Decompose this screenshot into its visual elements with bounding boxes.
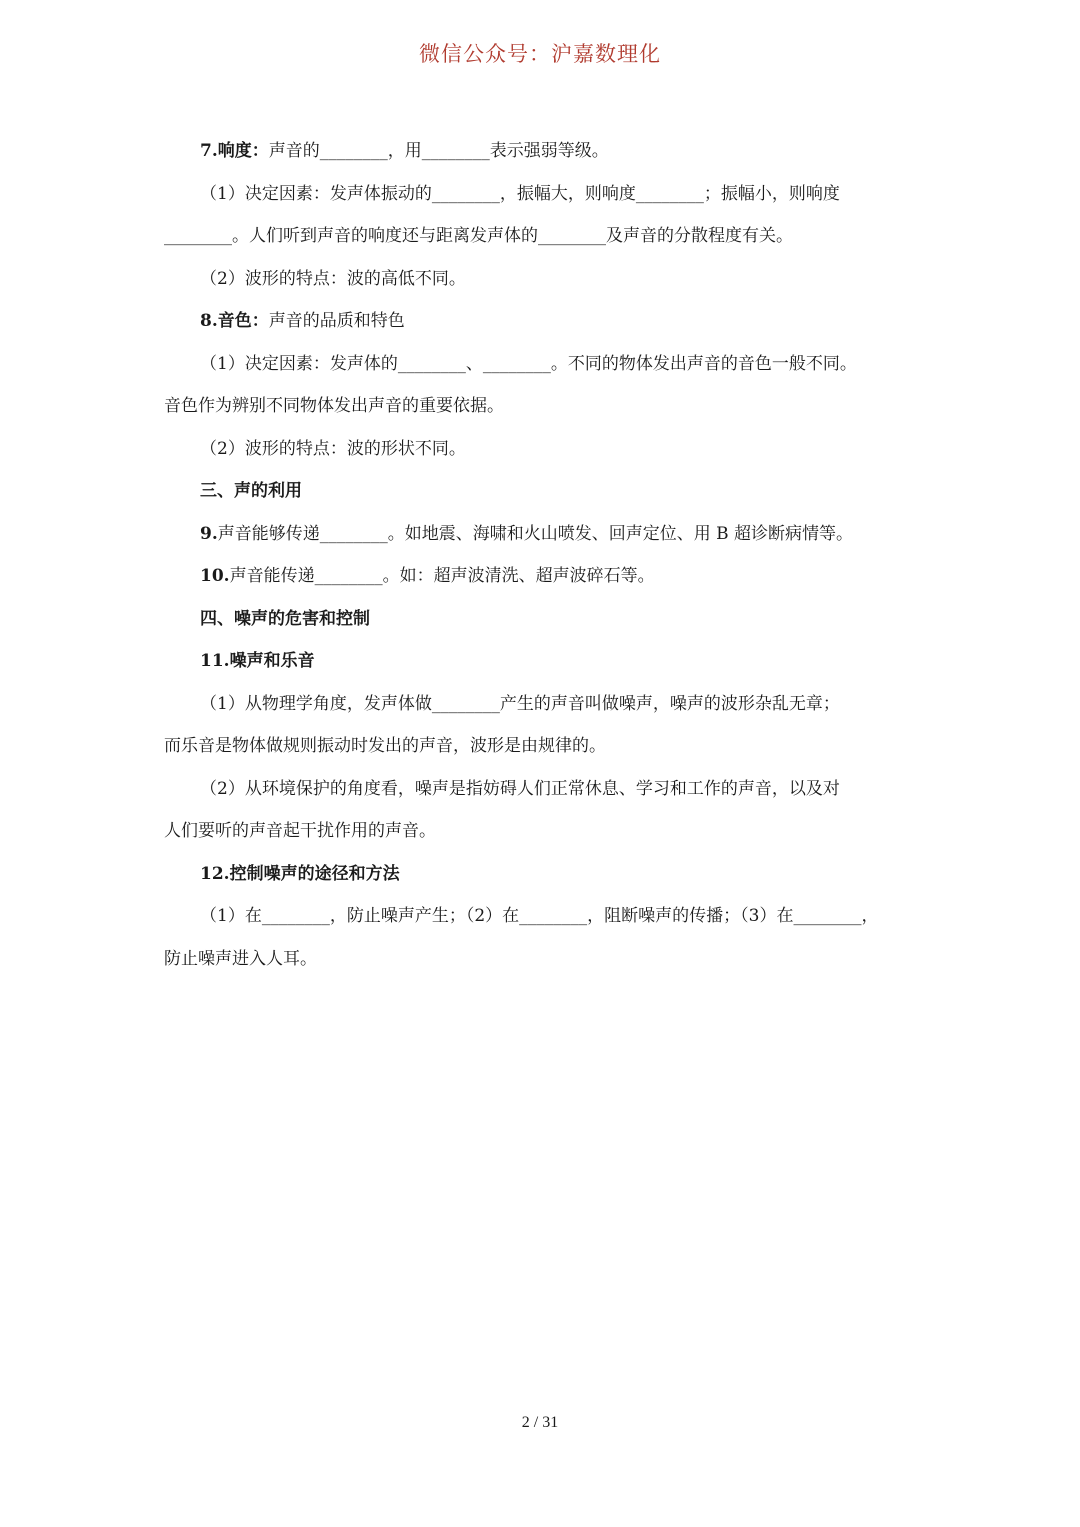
document-body	[164, 130, 918, 980]
item-11-2-line-1: （2）从环境保护的角度看，噪声是指妨碍人们正常休息、学习和工作的声音，以及对	[200, 778, 840, 799]
item-11-1-line-1: （1）从物理学角度，发声体做________产生的声音叫做噪声，噪声的波形杂乱无章；	[200, 693, 840, 714]
item-12-line-2: 防止噪声进入人耳。	[164, 948, 317, 969]
item-10-number: 10.	[200, 566, 230, 586]
item-9	[164, 513, 918, 556]
section-8-item-2: （2）波形的特点：波的形状不同。	[200, 438, 466, 459]
item-9-number: 9.	[200, 523, 218, 544]
section-8-item-1-line-2: 音色作为辨别不同物体发出声音的重要依据。	[164, 396, 504, 416]
section-7-heading	[164, 130, 918, 173]
section-7-item-1-line-2: ________。人们听到声音的响度还与距离发声体的________及声音的分散程度有关。	[164, 226, 793, 246]
item-12-line-1: （1）在________，防止噪声产生；（2）在________，阻断噪声的传播；（3）在________，	[200, 906, 879, 926]
section-8-number: 8.	[200, 311, 218, 331]
item-11-2-line-2: 人们要听的声音起干扰作用的声音。	[164, 821, 436, 841]
item-11-heading: 11.噪声和乐音	[200, 651, 315, 671]
section-7-item-2: （2）波形的特点：波的高低不同。	[200, 268, 466, 289]
item-12-heading: 12.控制噪声的途径和方法	[200, 863, 400, 884]
section-3-heading: 三、声的利用	[200, 481, 302, 501]
section-8-label: 音色：	[217, 311, 269, 331]
section-7-number: 7.	[200, 141, 218, 161]
item-11-1-line-2: 而乐音是物体做规则振动时发出的声音，波形是由规律的。	[164, 736, 606, 756]
page-number: 2 / 31	[521, 1414, 559, 1431]
item-10	[164, 555, 918, 598]
section-4-heading: 四、噪声的危害和控制	[200, 608, 370, 629]
section-7-item-1-line-1: （1）决定因素：发声体振动的________，振幅大，则响度________；振幅小，则响度	[200, 183, 840, 204]
item-10-text: 声音能传递________。如：超声波清洗、超声波碎石等。	[229, 566, 655, 586]
section-8-text: 声音的品质和特色	[268, 311, 405, 331]
section-7-label: 响度：	[217, 141, 269, 161]
page-header-title: 微信公众号：沪嘉数理化	[419, 42, 661, 66]
section-8-heading	[164, 300, 918, 343]
section-8-item-1-line-1: （1）决定因素：发声体的________、________。不同的物体发出声音的音色一般不同。	[200, 353, 857, 374]
section-7-text: 声音的________，用________表示强弱等级。	[268, 141, 609, 161]
item-9-text: 声音能够传递________。如地震、海啸和火山喷发、回声定位、用 B 超诊断病情等。	[217, 523, 854, 544]
